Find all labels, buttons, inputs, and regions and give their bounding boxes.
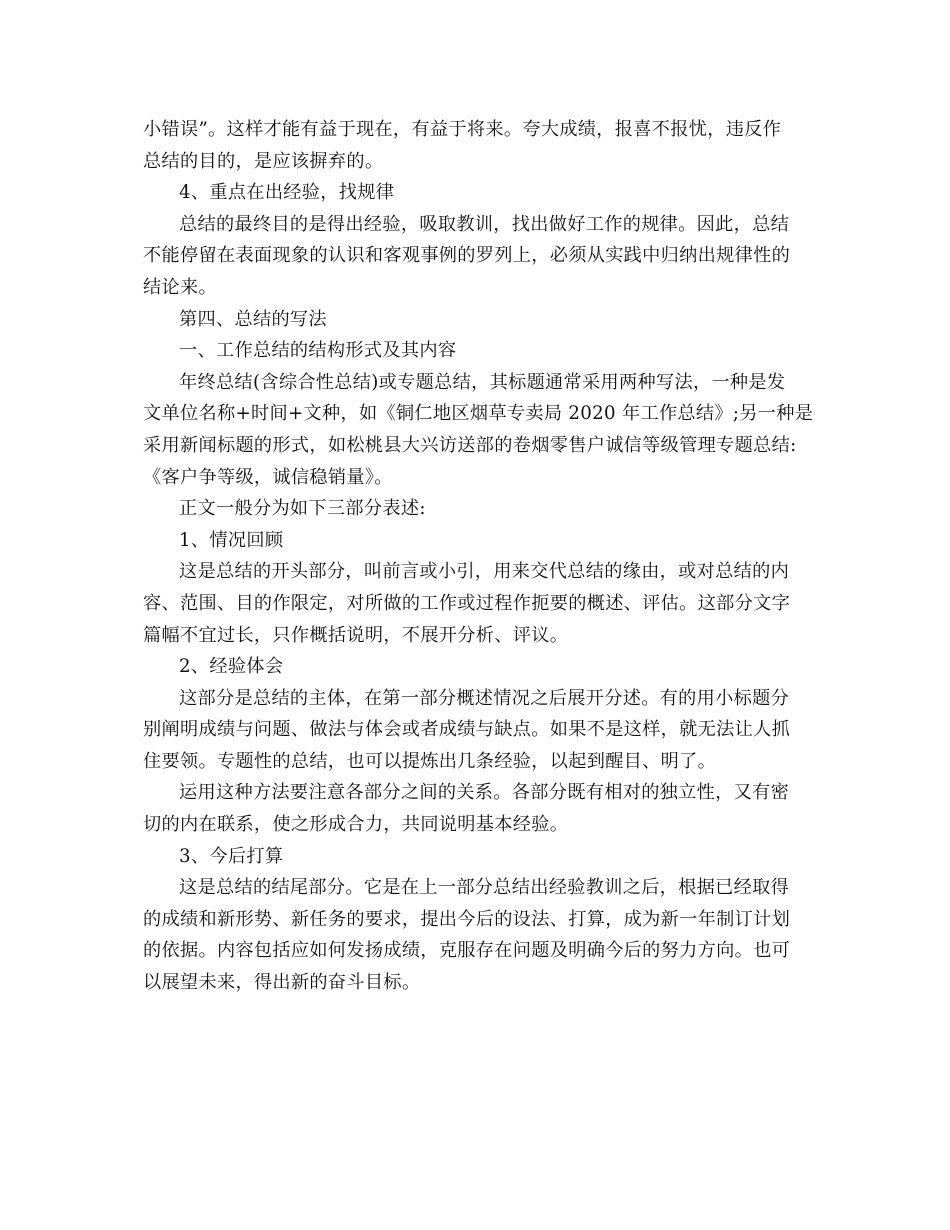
text-line: 采用新闻标题的形式，如松桃县大兴访送部的卷烟零售户诚信等级管理专题总结:	[143, 434, 797, 456]
text-line: 2、经验体会	[179, 656, 284, 678]
text-line: 结论来。	[143, 276, 217, 298]
text-line: 正文一般分为如下三部分表述:	[179, 498, 426, 520]
document-body	[143, 114, 814, 999]
text-line: 第四、总结的写法	[179, 308, 327, 330]
text-line: 容、范围、目的作限定，对所做的工作或过程作扼要的概述、评估。这部分文字	[143, 592, 791, 614]
text-line: 年终总结(含综合性总结)或专题总结，其标题通常采用两种写法，一种是发	[179, 371, 786, 393]
text-line: 这是总结的开头部分，叫前言或小引，用来交代总结的缘由，或对总结的内	[179, 561, 790, 583]
text-line: 总结的目的，是应该摒弃的。	[143, 150, 384, 172]
text-line: 这是总结的结尾部分。它是在上一部分总结出经验教训之后，根据已经取得	[179, 877, 790, 899]
text-line: 文单位名称+时间+文种，如《铜仁地区烟草专卖局 2020 年工作总结》;另一种是	[143, 403, 814, 425]
text-line: 的依据。内容包括应如何发扬成绩，克服存在问题及明确今后的努力方向。也可	[143, 940, 791, 962]
text-line: 1、情况回顾	[179, 529, 284, 551]
text-line: 4、重点在出经验，找规律	[179, 182, 395, 204]
text-line: 不能停留在表面现象的认识和客观事例的罗列上，必须从实践中归纳出规律性的	[143, 245, 791, 267]
text-line: 总结的最终目的是得出经验，吸取教训，找出做好工作的规律。因此，总结	[179, 213, 790, 235]
text-line: 的成绩和新形势、新任务的要求，提出今后的设法、打算，成为新一年制订计划	[143, 908, 791, 930]
text-line: 住要领。专题性的总结，也可以提炼出几条经验，以起到醒目、明了。	[143, 750, 717, 772]
text-line: 小错误”。这样才能有益于现在，有益于将来。夸大成绩，报喜不报忧，违反作	[143, 119, 782, 140]
text-line: 运用这种方法要注意各部分之间的关系。各部分既有相对的独立性，又有密	[179, 782, 790, 804]
text-line: 《客户争等级，诚信稳销量》。	[143, 466, 393, 488]
text-line: 篇幅不宜过长，只作概括说明，不展开分析、评议。	[143, 624, 569, 646]
text-line: 一、工作总结的结构形式及其内容	[179, 340, 457, 362]
text-line: 3、今后打算	[179, 845, 284, 867]
text-line: 这部分是总结的主体，在第一部分概述情况之后展开分述。有的用小标题分	[179, 687, 790, 709]
text-line: 切的内在联系，使之形成合力，共同说明基本经验。	[143, 814, 569, 836]
text-line: 以展望未来，得出新的奋斗目标。	[143, 972, 421, 994]
text-line: 别阐明成绩与问题、做法与体会或者成绩与缺点。如果不是这样，就无法让人抓	[143, 719, 791, 741]
